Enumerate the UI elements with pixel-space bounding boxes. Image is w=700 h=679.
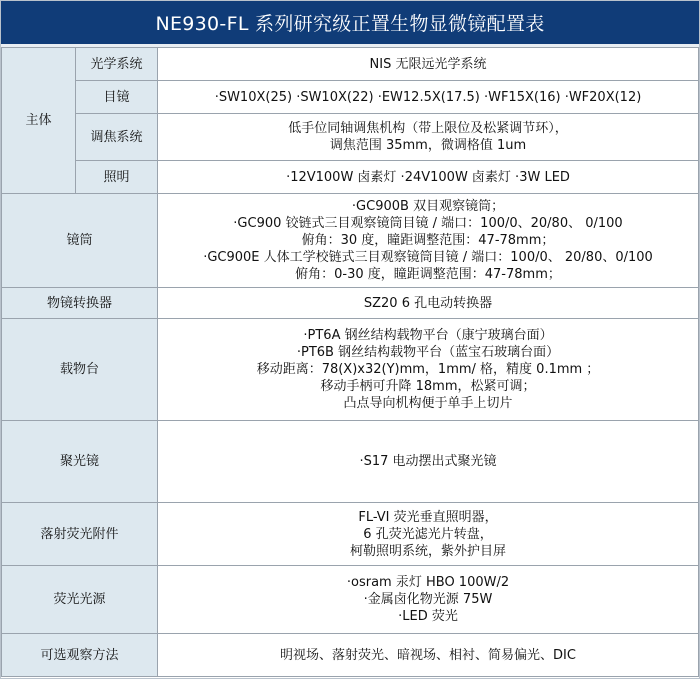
stage-value (158, 319, 699, 421)
illumination-label: 照明 (76, 161, 158, 194)
table-row-focus (2, 114, 699, 161)
epi-line: 柯勒照明系统，紫外护目屏 (349, 543, 506, 559)
illumination-value: ·12V100W 卤素灯 ·24V100W 卤素灯 ·3W LED (158, 161, 699, 194)
focus-line: 调焦范围 35mm，微调格值 1um (329, 138, 527, 153)
table-row-condenser (2, 421, 699, 503)
tube-line: ·GC900 铰链式三目观察镜筒目镜 / 端口：100/0、20/80、 0/100 (233, 216, 623, 231)
main-body-label: 主体 (2, 48, 76, 194)
table-row-nosepiece (2, 288, 699, 319)
table-row-methods (2, 634, 699, 677)
optical-system-label: 光学系统 (76, 48, 158, 81)
table-row-fluorescence-source (2, 566, 699, 634)
fluorescence-source-label: 荧光光源 (2, 566, 158, 634)
nosepiece-value: SZ20 6 孔电动转换器 (158, 288, 699, 319)
tube-value (158, 194, 699, 288)
stage-line: 移动手柄可升降 18mm，松紧可调； (320, 379, 536, 394)
condenser-value: ·S17 电动摆出式聚光镜 (158, 421, 699, 503)
config-table (1, 47, 699, 677)
page-title: NE930-FL 系列研究级正置生物显微镜配置表 (1, 1, 699, 47)
observation-methods-label: 可选观察方法 (2, 634, 158, 677)
tube-label: 镜筒 (2, 194, 158, 288)
stage-line: ·PT6B 钢丝结构载物平台（蓝宝石玻璃台面） (296, 345, 560, 360)
eyepiece-value: ·SW10X(25) ·SW10X(22) ·EW12.5X(17.5) ·WF15X(16) ·WF20X(12) (158, 81, 699, 114)
epi-fluorescence-value (158, 503, 699, 566)
source-line: ·金属卤化物光源 75W (363, 592, 493, 607)
epi-line: FL-VI 荧光垂直照明器， (358, 509, 498, 525)
nosepiece-label: 物镜转换器 (2, 288, 158, 319)
table-row-illumination (2, 161, 699, 194)
focus-system-value (158, 114, 699, 161)
source-line: ·LED 荧光 (398, 609, 458, 624)
tube-line: 俯角：30 度，瞳距调整范围：47-78mm； (301, 233, 555, 248)
stage-line: 凸点导向机构便于单手上切片 (343, 396, 513, 411)
stage-line: 移动距离：78(X)x32(Y)mm，1mm/ 格，精度 0.1mm ； (256, 362, 600, 377)
stage-line: ·PT6A 钢丝结构载物平台（康宁玻璃台面） (303, 328, 553, 343)
tube-line: ·GC900E 人体工学校链式三目观察镜筒目镜 / 端口：100/0、 20/80、0/100 (203, 250, 653, 265)
epi-fluorescence-label: 落射荧光附件 (2, 503, 158, 566)
stage-label: 载物台 (2, 319, 158, 421)
focus-line: 低手位同轴调焦机构（带上限位及松紧调节环）， (288, 121, 568, 136)
source-line: ·osram 汞灯 HBO 100W/2 (346, 575, 510, 590)
table-row-tube (2, 194, 699, 288)
eyepiece-label: 目镜 (76, 81, 158, 114)
table-row-optical (2, 48, 699, 81)
condenser-label: 聚光镜 (2, 421, 158, 503)
focus-system-label: 调焦系统 (76, 114, 158, 161)
epi-line: 6 孔荧光滤光片转盘， (363, 526, 493, 542)
tube-line: ·GC900B 双目观察镜筒； (351, 199, 505, 214)
fluorescence-source-value (158, 566, 699, 634)
optical-system-value: NIS 无限远光学系统 (158, 48, 699, 81)
table-row-stage (2, 319, 699, 421)
table-row-epi-fluorescence (2, 503, 699, 566)
tube-line: 俯角：0-30 度，瞳距调整范围：47-78mm； (295, 267, 561, 282)
table-row-eyepiece (2, 81, 699, 114)
observation-methods-value: 明视场、落射荧光、暗视场、相衬、简易偏光、DIC (158, 634, 699, 677)
